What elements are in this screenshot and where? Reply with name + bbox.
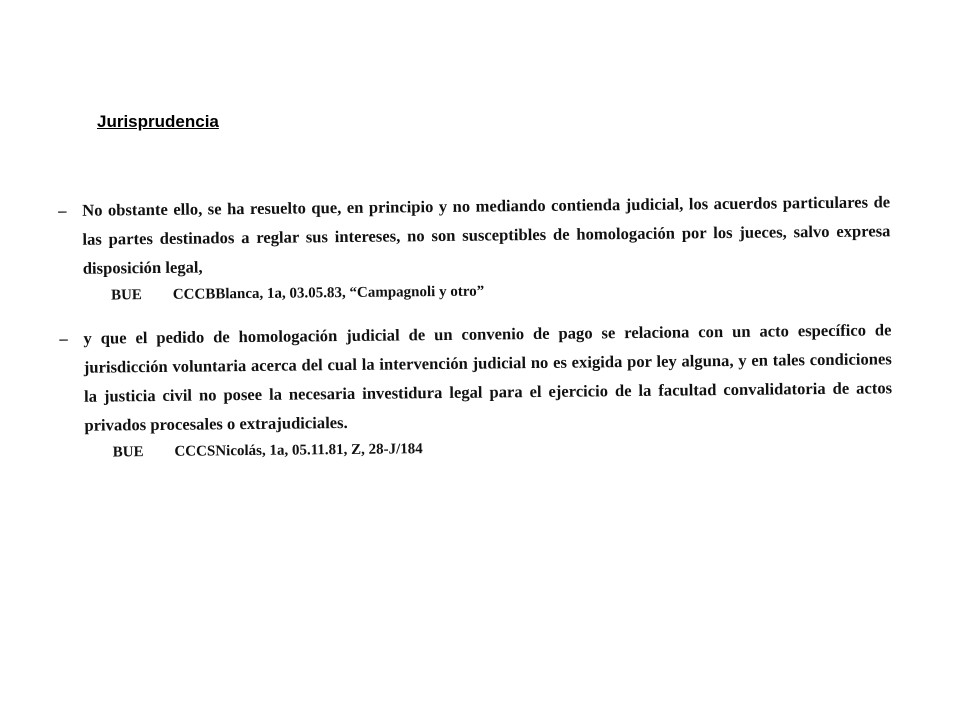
case-citation — [85, 431, 893, 465]
entry-bullet: – — [59, 328, 68, 348]
page-title: Jurisprudencia — [97, 112, 219, 131]
citation-court: BUE — [112, 444, 144, 461]
citation-reference: CCCBBlanca, 1a, 03.05.83, “Campagnoli y otro” — [172, 283, 485, 303]
citation-court: BUE — [110, 287, 142, 304]
scanned-jurisprudence-excerpt — [58, 187, 893, 466]
citation-reference: CCCSNicolás, 1a, 05.11.81, Z, 28-J/184 — [174, 441, 423, 460]
case-citation — [83, 274, 891, 308]
entry-text: y que el pedido de homologación judicial de un convenio de pago se relaciona con un acto específico de jurisdicción voluntaria acerca del cual la intervención judicial no es exigida por ley alguna, y en tales condiciones la justicia civil no posee la necesaria investidura legal para el ejercicio de la facultad convalidatoria de actos privados procesales o extrajudiciales. — [83, 320, 893, 435]
entry-bullet: – — [58, 200, 67, 220]
jurisprudence-entry — [59, 315, 892, 466]
entry-text: No obstante ello, se ha resuelto que, en principio y no mediando contienda judicial, los acuerdos particulares de las partes destinados a reglar sus intereses, no son susceptibles de homologación por los jueces, salvo expresa disposición legal, — [82, 192, 891, 278]
jurisprudence-entry — [58, 187, 891, 309]
